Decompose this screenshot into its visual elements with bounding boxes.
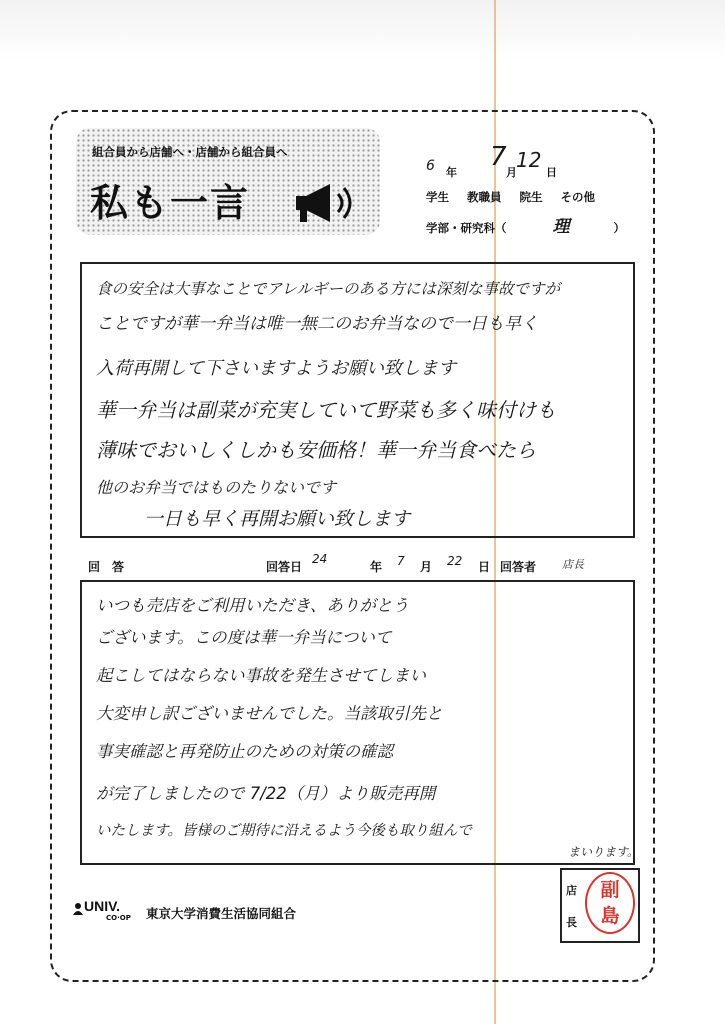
answer-responder-label: 回答者: [500, 560, 537, 574]
status-student: 学生: [426, 190, 449, 204]
comment-line: ことですが華一弁当は唯一無二のお弁当なので一日も早く: [96, 314, 538, 334]
comment-line: 薄味でおいしくしかも安価格！華一弁当食べたら: [96, 438, 536, 462]
answer-line: 起こしてはならない事故を発生させてしまい: [96, 666, 426, 685]
answer-line: ございます。この度は華一弁当について: [96, 628, 392, 647]
answer-line: が完了しましたので 7/22（月）より販売再開: [96, 784, 436, 803]
answer-date-month: 7: [397, 554, 405, 568]
status-graduate: 院生: [519, 190, 543, 204]
date-month-unit: 月: [506, 166, 517, 179]
answer-line: 事実確認と再発防止のための対策の確認: [96, 742, 393, 761]
megaphone-icon: [290, 180, 360, 226]
status-options: [426, 189, 609, 205]
date-month: 7: [490, 142, 507, 172]
stamp-label-bottom: 長: [566, 916, 577, 929]
faculty-row: [426, 212, 625, 237]
date-year: 6: [426, 158, 435, 174]
coop-logo: UNIV.: [84, 898, 121, 914]
seal-text: 副 島: [600, 879, 620, 927]
comment-line: 華一弁当は副菜が充実していて野菜も多く味付けも: [96, 398, 556, 422]
organization-name: 東京大学消費生活協同組合: [146, 906, 297, 921]
answer-year-unit: 年: [370, 560, 383, 574]
comment-line: 食の安全は大事なことでアレルギーのある方には深刻な事故ですが: [96, 280, 560, 298]
status-other: その他: [560, 190, 596, 204]
answer-line: まいります。: [568, 845, 640, 859]
answer-month-unit: 月: [420, 560, 433, 574]
comment-line: 入荷再開して下さいますようお願い致します: [96, 358, 456, 379]
comment-line: 他のお弁当ではものたりないです: [96, 478, 337, 497]
faculty-label: 学部・研究科（: [426, 221, 507, 235]
status-staff: 教職員: [467, 190, 502, 204]
answer-date-day: 22: [447, 554, 463, 568]
coop-logo-sub: CO·OP: [106, 914, 131, 922]
header-subtitle: 組合員から店舗へ・店舗から組合員へ: [92, 145, 288, 159]
date-year-unit: 年: [446, 166, 457, 179]
comment-line: 一日も早く再開お願い致します: [144, 508, 411, 530]
date-day-unit: 日: [546, 166, 557, 179]
stamp-label-top: 店: [566, 884, 577, 897]
date-day: 12: [516, 148, 542, 172]
coop-logo-icon: [72, 902, 84, 916]
faculty-value: 理: [552, 217, 570, 237]
header-title: 私も一言: [90, 180, 251, 225]
answer-label: 回 答: [88, 560, 125, 574]
answer-date-year: 24: [312, 552, 328, 566]
answer-line: 大変申し訳ございませんでした。当該取引先と: [96, 704, 443, 723]
manager-seal: [585, 872, 635, 934]
answer-line: いたします。皆様のご期待に沿えるよう今後も取り組んで: [96, 823, 472, 839]
answer-responder: 店長: [562, 558, 584, 571]
answer-line: いつも売店をご利用いただき、ありがとう: [96, 596, 409, 615]
answer-date-label: 回答日: [266, 560, 303, 574]
faculty-close: ）: [613, 221, 626, 235]
answer-day-unit: 日: [478, 560, 491, 574]
